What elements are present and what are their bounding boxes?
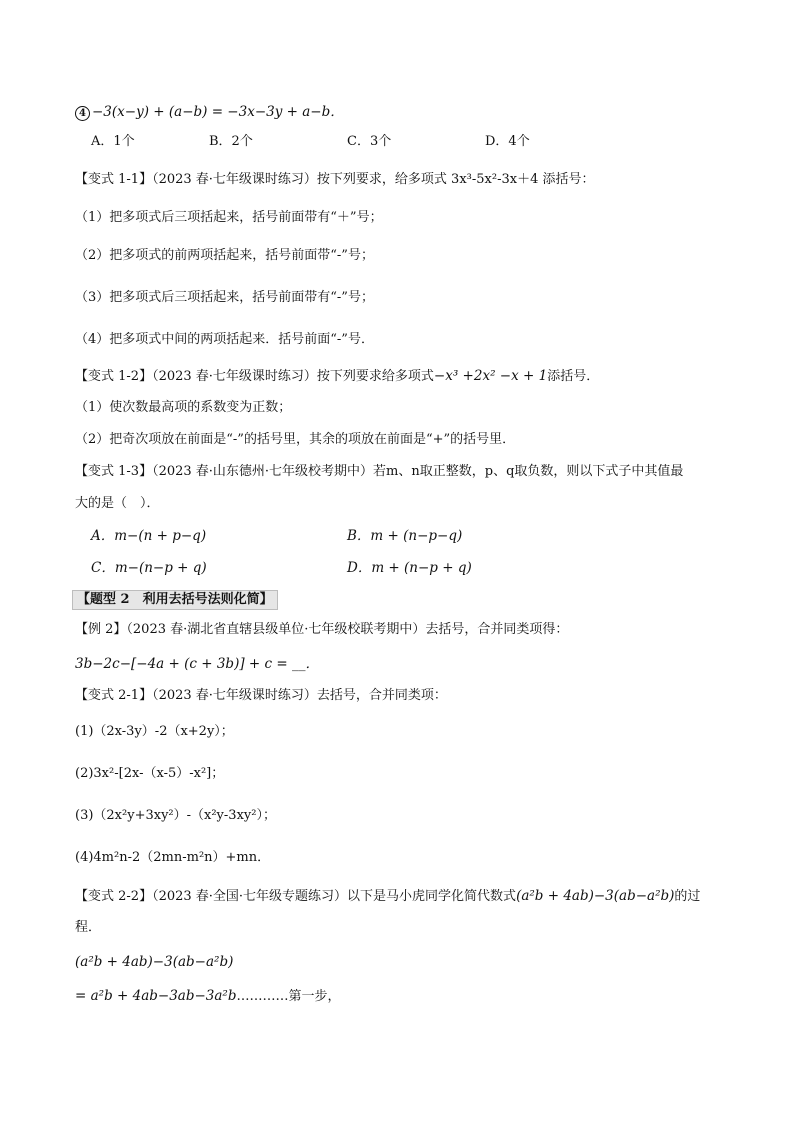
variant-2-1-item-1: (1)（2x-3y）-2（x+2y）； [75,724,234,739]
variant-1-1-item-1: （1）把多项式后三项括起来，括号前面带有“＋”号； [75,210,383,225]
step-0-expression: (a²b + 4ab)−3(ab−a²b) [75,954,234,970]
variant-2-1-item-3: (3)（2x²y+3xy²）-（x²y-3xy²）； [75,808,276,823]
topic-2-label: 【题型 2 利用去括号法则化简】 [72,590,278,610]
variant-1-2-text: 【变式 1-2】（2023 春·七年级课时练习）按下列要求给多项式 [75,369,434,384]
choice-b: B．2个 [209,134,253,149]
option-c: C．m−(n−p + q) [91,560,207,576]
option-d: D．m + (n−p + q) [347,560,472,576]
polynomial: −x³ +2x² −x + 1 [433,368,548,384]
variant-2-2 [75,887,700,906]
step-1-label: …………第一步， [236,989,341,1004]
step-1-line [75,987,341,1006]
circled-number: 4 [75,106,90,121]
choice-c: C．3个 [347,134,392,149]
variant-1-2 [75,367,599,386]
variant-1-1: 【变式 1-1】（2023 春·七年级课时练习）按下列要求，给多项式 3x³-5x²-3x＋4 添括号： [75,172,595,187]
variant-2-2-cont: 程． [75,920,102,935]
topic-2-heading [72,590,278,610]
step-1-expression: = a²b + 4ab−3ab−3a²b [75,988,237,1004]
variant-2-2-tail: 的过 [674,889,701,904]
variant-1-1-item-2: （2）把多项式的前两项括起来，括号前面带“-”号； [75,248,374,263]
variant-1-3-cont: 大的是（ ）． [75,496,160,511]
variant-1-1-item-3: （3）把多项式后三项括起来，括号前面带有“-”号； [75,290,374,305]
variant-1-1-item-4: （4）把多项式中间的两项括起来．括号前面“-”号． [75,332,374,347]
algebraic-expression: (a²b + 4ab)−3(ab−a²b) [516,888,675,904]
choice-d: D．4个 [485,134,530,149]
equation: −3(x−y) + (a−b) = −3x−3y + a−b． [92,104,344,120]
option-b: B．m + (n−p−q) [347,528,463,544]
example-2: 【例 2】（2023 春·湖北省直辖县级单位·七年级校联考期中）去括号，合并同类项得： [75,622,569,637]
choice-a: A．1个 [91,134,135,149]
variant-1-2-item-2: （2）把奇次项放在前面是“-”的括号里，其余的项放在前面是“+”的括号里． [75,432,516,447]
variant-1-3: 【变式 1-3】（2023 春·山东德州·七年级校考期中）若m、n取正整数，p、q取负数，则以下式子中其值最 [75,464,684,479]
example-2-expression: 3b−2c−[−4a + (c + 3b)] + c = __． [75,656,319,672]
variant-1-2-item-1: （1）使次数最高项的系数变为正数； [75,400,292,415]
variant-1-2-tail: 添括号． [547,369,600,384]
variant-2-1: 【变式 2-1】（2023 春·七年级课时练习）去括号，合并同类项： [75,688,447,703]
option-a: A．m−(n + p−q) [91,528,207,544]
variant-2-1-item-2: (2)3x²-[2x-（x-5）-x²]； [75,766,225,781]
question-4-line [75,103,344,122]
variant-2-1-item-4: (4)4m²n-2（2mn-m²n）+mn． [75,850,271,865]
variant-2-2-text: 【变式 2-2】（2023 春·全国·七年级专题练习）以下是马小虎同学化简代数式 [75,889,517,904]
